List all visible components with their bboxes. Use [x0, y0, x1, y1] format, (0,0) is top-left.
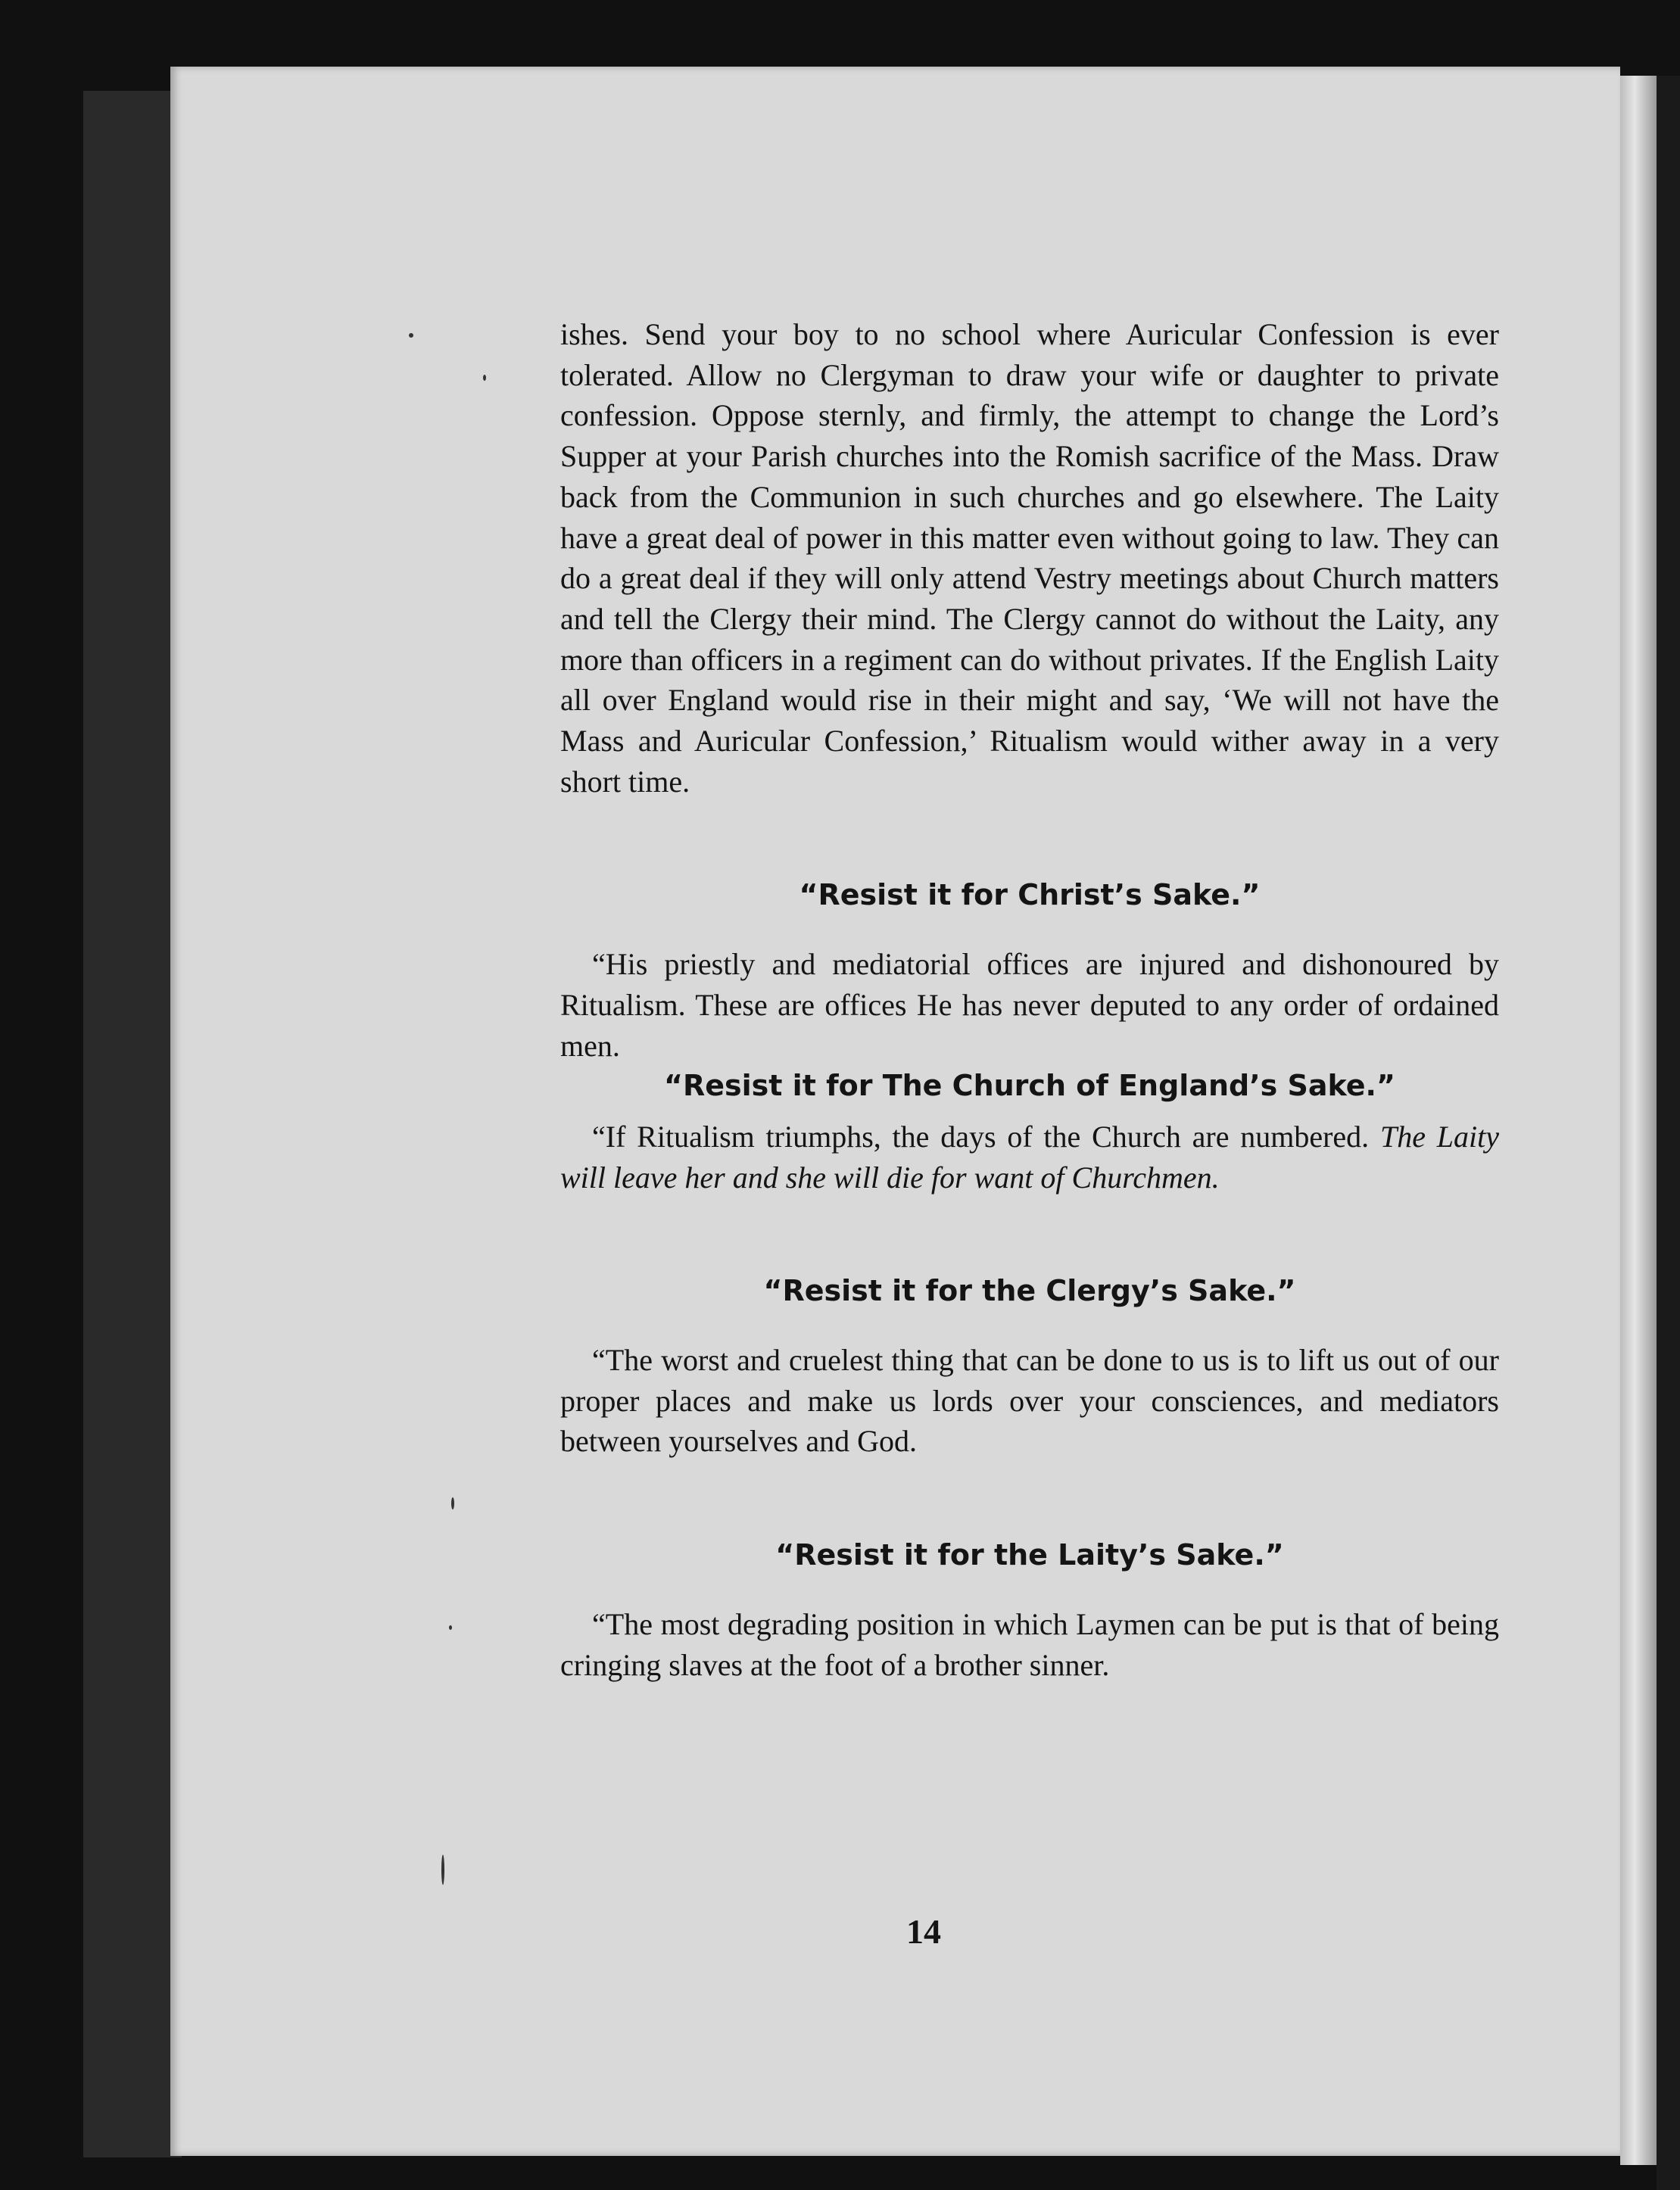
page-speck: [449, 1625, 452, 1630]
section-text-church-of-england: [560, 1117, 1499, 1198]
section-text-laity: “The most degrading position in which Laymen can be put is that of being cringing slaves at the foot of a brother sinner.: [560, 1606, 1499, 1682]
section-heading-laity: “Resist it for the Laity’s Sake.”: [775, 1538, 1284, 1572]
section-heading-church-of-england: “Resist it for The Church of England’s Sake.”: [664, 1069, 1395, 1103]
page-speck: [451, 1497, 454, 1509]
page-speck: [483, 375, 486, 381]
scan-border-right: [1657, 76, 1680, 2190]
section-text-clergy: “The worst and cruelest thing that can be done to us is to lift us out of our proper places and make us lords over your consciences, and mediators between yourselves and God.: [560, 1343, 1499, 1459]
section-heading-christ: “Resist it for Christ’s Sake.”: [799, 878, 1261, 912]
section-text-church-of-england-roman: “If Ritualism triumphs, the days of the Church are numbered.: [592, 1119, 1370, 1154]
section-heading-clergy: “Resist it for the Clergy’s Sake.”: [763, 1274, 1296, 1308]
page-speck: [409, 333, 413, 338]
page-text: [560, 314, 1499, 1685]
section-text-church-of-england-italic: The Laity will leave her and she will die for want of Churchmen.: [560, 1119, 1499, 1195]
book-cover-edge: [83, 91, 182, 2157]
page-number: 14: [906, 1912, 941, 1951]
page-stack-edge: [1620, 76, 1657, 2165]
section-text-christ: “His priestly and mediatorial offices are injured and dishonoured by Ritualism. These are offices He has never deputed to any order of ordained men.: [560, 947, 1499, 1063]
main-paragraph: ishes. Send your boy to no school where Auricular Confession is ever tolerated. Allow no Clergyman to draw your wife or daughter to private confession. Oppose sternly, and firmly, the attempt to change the Lord’s Supper at your Parish churches into the Romish sacrifice of the Mass. Draw back from the Communion in such churches and go elsewhere. The Laity have a great deal of power in this matter even without going to law. They can do a great deal if they will only attend Vestry meetings about Church matters and tell the Clergy their mind. The Clergy cannot do without the Laity, any more than officers in a regiment can do without privates. If the English Laity all over England would rise in their might and say, ‘We will not have the Mass and Auricular Confession,’ Ritualism would wither away in a very short time.: [560, 317, 1499, 799]
page-speck: [441, 1855, 444, 1885]
